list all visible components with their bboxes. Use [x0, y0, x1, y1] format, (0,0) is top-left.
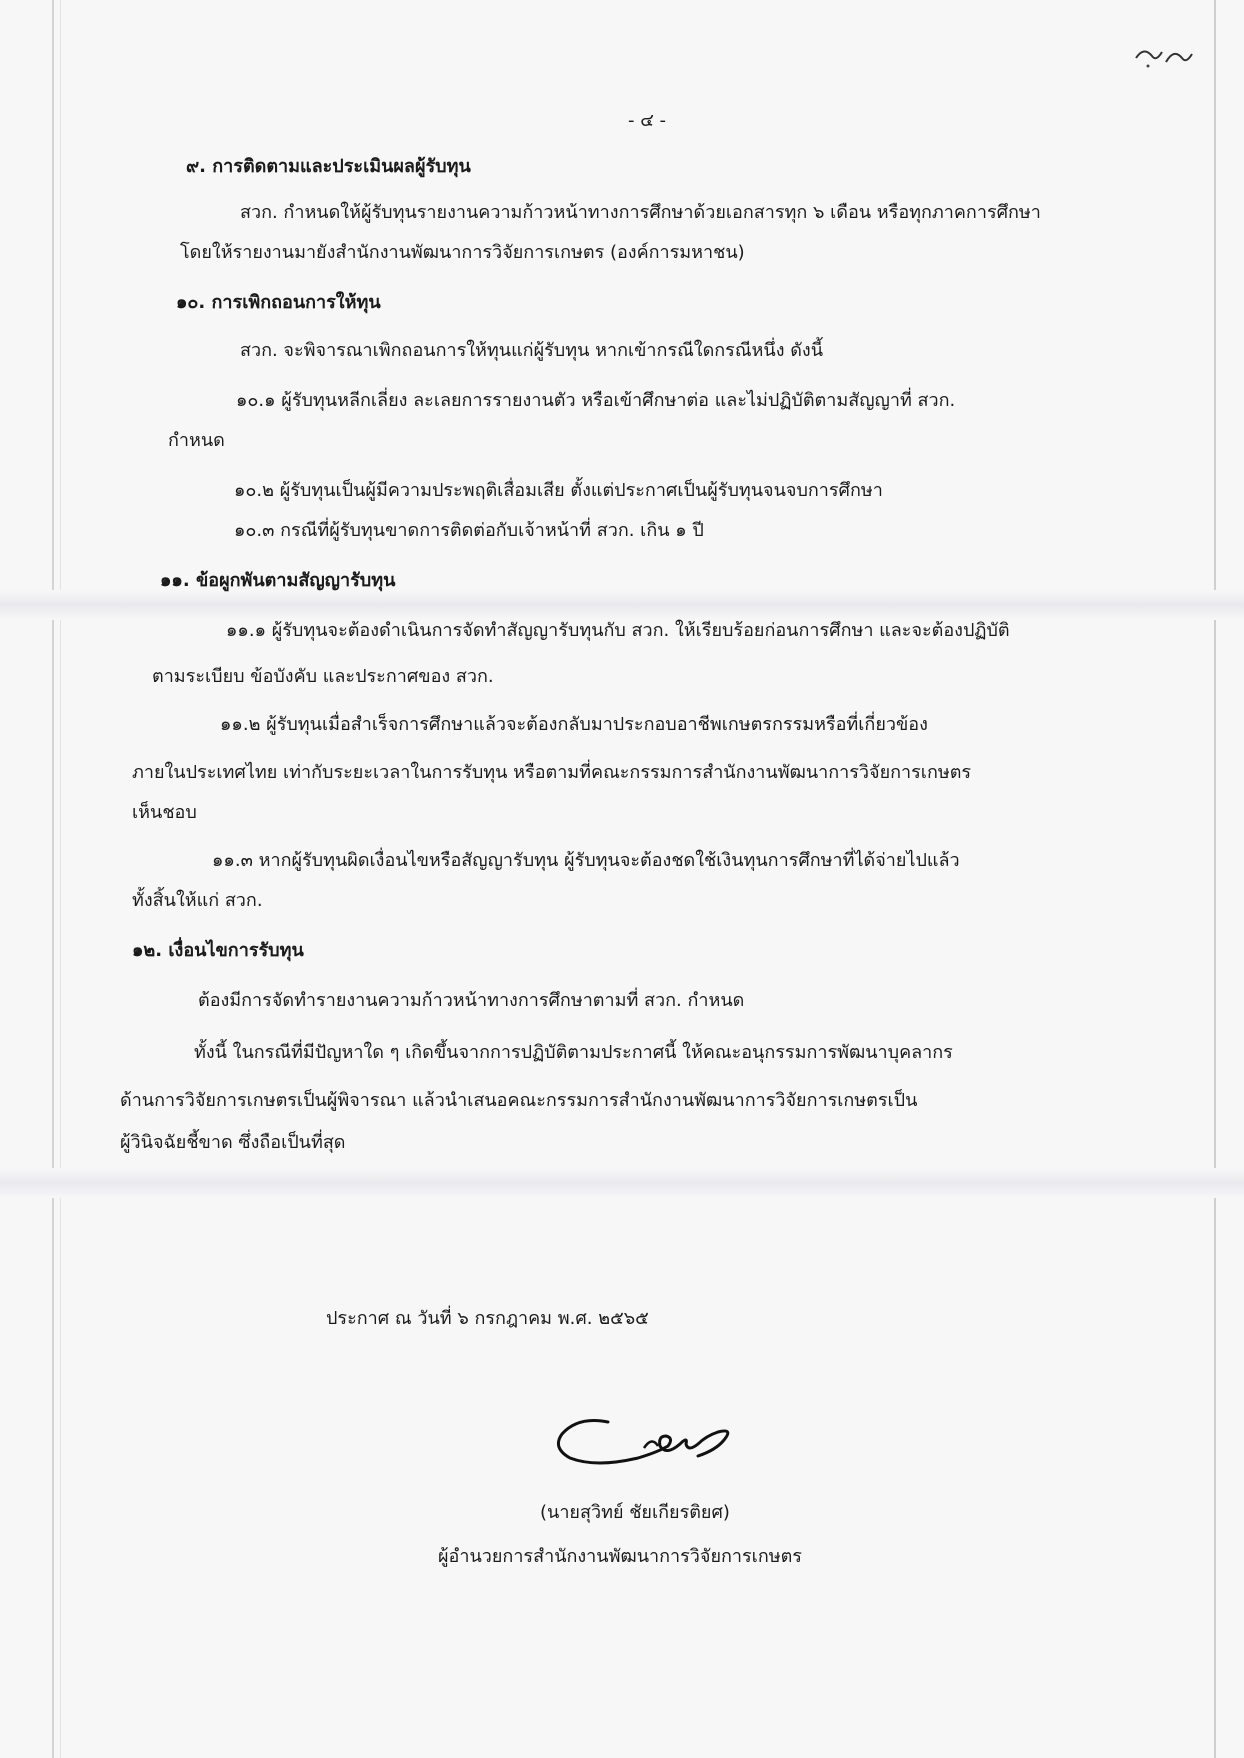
paper-fold-lower — [0, 1168, 1244, 1198]
signature-icon — [548, 1408, 748, 1478]
scan-edge-right — [1214, 0, 1216, 1758]
signatory-position: ผู้อำนวยการสำนักงานพัฒนาการวิจัยการเกษตร — [438, 1546, 802, 1567]
item-10-3: ๑๐.๓ กรณีที่ผู้รับทุนขาดการติดต่อกับเจ้าหน้าที่ สวก. เกิน ๑ ปี — [234, 520, 704, 541]
closing-paragraph-line-1: ทั้งนี้ ในกรณีที่มีปัญหาใด ๆ เกิดขึ้นจากการปฏิบัติตามประกาศนี้ ให้คณะอนุกรรมการพัฒนาบุคลากร — [194, 1042, 953, 1063]
corner-mark-icon — [1126, 36, 1206, 76]
section-12-paragraph: ต้องมีการจัดทำรายงานความก้าวหน้าทางการศึกษาตามที่ สวก. กำหนด — [198, 990, 745, 1011]
scan-edge-left-secondary — [60, 0, 61, 1758]
item-11-2-line-2: ภายในประเทศไทย เท่ากับระยะเวลาในการรับทุน หรือตามที่คณะกรรมการสำนักงานพัฒนาการวิจัยการเกษตร — [132, 762, 972, 783]
item-10-1-line-1: ๑๐.๑ ผู้รับทุนหลีกเลี่ยง ละเลยการรายงานตัว หรือเข้าศึกษาต่อ และไม่ปฏิบัติตามสัญญาที่ สวก. — [236, 390, 956, 411]
item-11-2-line-3: เห็นชอบ — [132, 802, 197, 823]
closing-paragraph-line-3: ผู้วินิจฉัยชี้ขาด ซึ่งถือเป็นที่สุด — [120, 1132, 346, 1153]
paper-fold-upper — [0, 590, 1244, 620]
item-11-3-line-2: ทั้งสิ้นให้แก่ สวก. — [132, 890, 263, 911]
section-10-heading: ๑๐. การเพิกถอนการให้ทุน — [176, 292, 381, 313]
section-9-paragraph-line-1: สวก. กำหนดให้ผู้รับทุนรายงานความก้าวหน้าทางการศึกษาด้วยเอกสารทุก ๖ เดือน หรือทุกภาคการศึกษา — [240, 202, 1041, 223]
closing-paragraph-line-2: ด้านการวิจัยการเกษตรเป็นผู้พิจารณา แล้วนำเสนอคณะกรรมการสำนักงานพัฒนาการวิจัยการเกษตรเป็น — [120, 1090, 918, 1111]
section-11-heading: ๑๑. ข้อผูกพันตามสัญญารับทุน — [160, 570, 396, 591]
item-11-1-line-2: ตามระเบียบ ข้อบังคับ และประกาศของ สวก. — [152, 666, 494, 687]
item-11-3-line-1: ๑๑.๓ หากผู้รับทุนผิดเงื่อนไขหรือสัญญารับทุน ผู้รับทุนจะต้องชดใช้เงินทุนการศึกษาที่ได้จ่ายไปแล้ว — [212, 850, 960, 871]
section-9-paragraph-line-2: โดยให้รายงานมายังสำนักงานพัฒนาการวิจัยการเกษตร (องค์การมหาชน) — [180, 242, 745, 263]
section-10-paragraph: สวก. จะพิจารณาเพิกถอนการให้ทุนแก่ผู้รับทุน หากเข้ากรณีใดกรณีหนึ่ง ดังนี้ — [240, 340, 824, 361]
scan-edge-left — [52, 0, 54, 1758]
page-number: - ๔ - — [628, 110, 667, 131]
item-11-2-line-1: ๑๑.๒ ผู้รับทุนเมื่อสำเร็จการศึกษาแล้วจะต้องกลับมาประกอบอาชีพเกษตรกรรมหรือที่เกี่ยวข้อง — [220, 714, 928, 735]
item-10-1-line-2: กำหนด — [168, 430, 225, 451]
item-10-2: ๑๐.๒ ผู้รับทุนเป็นผู้มีความประพฤติเสื่อมเสีย ตั้งแต่ประกาศเป็นผู้รับทุนจนจบการศึกษา — [234, 480, 883, 501]
signatory-name: (นายสุวิทย์ ชัยเกียรติยศ) — [540, 1502, 730, 1523]
item-11-1-line-1: ๑๑.๑ ผู้รับทุนจะต้องดำเนินการจัดทำสัญญารับทุนกับ สวก. ให้เรียบร้อยก่อนการศึกษา และจะต้องปฏิบัติ — [226, 620, 1010, 641]
section-12-heading: ๑๒. เงื่อนไขการรับทุน — [132, 940, 304, 961]
announcement-date: ประกาศ ณ วันที่ ๖ กรกฎาคม พ.ศ. ๒๕๖๕ — [326, 1308, 649, 1329]
section-9-heading: ๙. การติดตามและประเมินผลผู้รับทุน — [186, 156, 471, 177]
